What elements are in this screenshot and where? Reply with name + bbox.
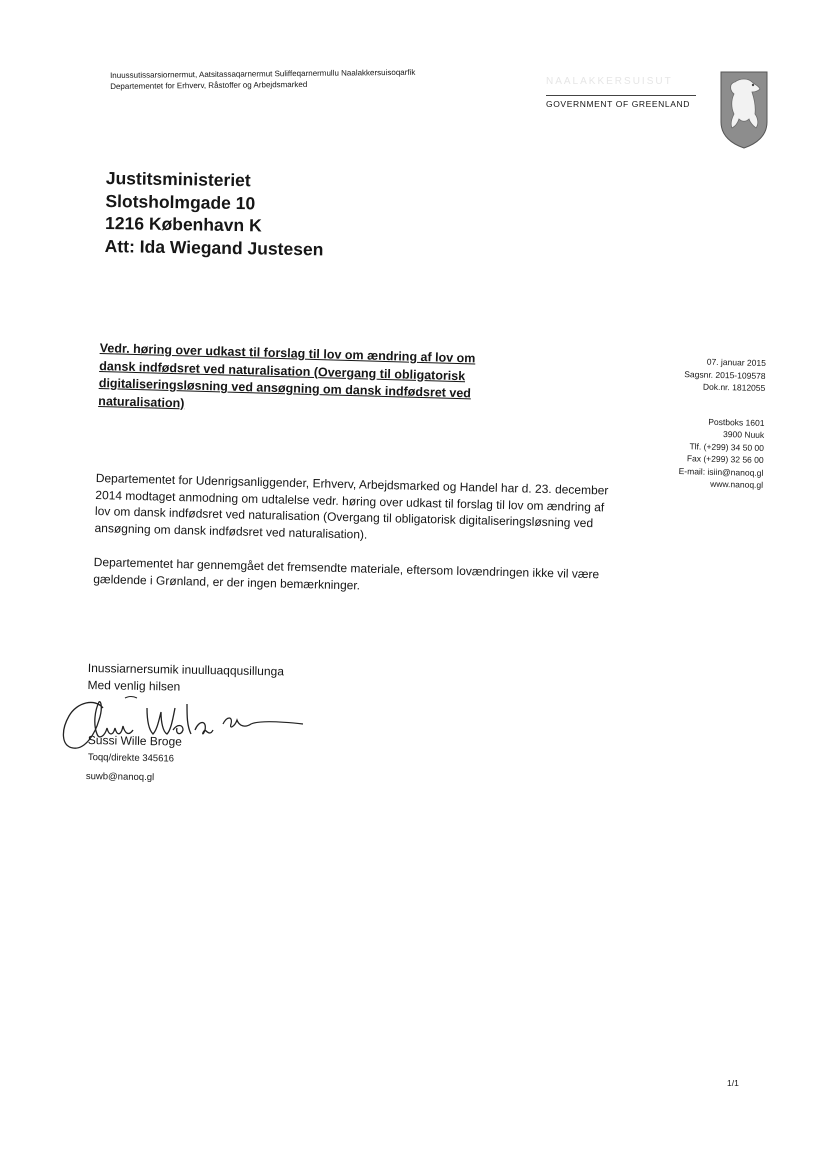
- case-number: Sagsnr. 2015-109578: [684, 368, 766, 381]
- document-number: Dok.nr. 1812055: [702, 381, 766, 393]
- body-paragraph-1: Departementet for Udenrigsanliggender, Erhverv, Arbejdsmarked og Handel har d. 23. december 2014 modtaget anmodning om udtalelse vedr. høring over udkast til forslag til lov om ændring af lov om dansk indfødsret ved naturalisation (Overgang til obligatorisk digitaliseringsløsning ved ansøgning om dansk indfødsret ved naturalisation).: [94, 470, 609, 542]
- website: www.nanoq.gl: [710, 478, 764, 490]
- letter-body: [93, 470, 618, 618]
- recipient-street: Slotsholmgade 10: [105, 190, 256, 213]
- signer-email: suwb@nanoq.gl: [85, 771, 155, 784]
- contact-email: E-mail: isiin@nanoq.gl: [678, 465, 764, 478]
- government-logo-block: [546, 76, 698, 109]
- department-name-greenlandic: Inuussutissarsiornermut, Aatsitassaqarnermut Suliffeqarnermullu Naalakkersuisoqarfik: [110, 67, 416, 80]
- phone-number: Tlf. (+299) 34 50 00: [689, 440, 765, 453]
- logo-divider: [546, 95, 696, 96]
- government-wordmark: GOVERNMENT OF GREENLAND: [546, 99, 690, 109]
- subject-line: Vedr. høring over udkast til forslag til lov om ændring af lov om dansk indfødsret ved naturalisation (Overgang til obligatorisk digitaliseringsløsning ved ansøgning om dansk indfødsret ved naturalisation): [98, 340, 476, 410]
- letter-date: 07. januar 2015: [706, 356, 766, 368]
- postal-city: 3900 Nuuk: [723, 429, 765, 440]
- signer-direct-phone: Toqq/direkte 345616: [87, 752, 175, 765]
- polar-bear-crest-icon: [718, 70, 770, 150]
- recipient-attention: Att: Ida Wiegand Justesen: [104, 235, 324, 259]
- greeting-greenlandic: Inussiarnersumik inuulluaqqusillunga: [87, 660, 285, 679]
- recipient-city: 1216 København K: [104, 212, 262, 236]
- metadata-spacer: [629, 391, 765, 416]
- fax-number: Fax (+299) 32 56 00: [686, 453, 764, 465]
- naalakkersuisut-wordmark: NAALAKKERSUISUT: [546, 76, 673, 87]
- department-name-danish: Departementet for Erhverv, Råstoffer og Arbejdsmarked: [110, 79, 308, 91]
- signer-name: Sussi Wille Broge: [87, 733, 183, 749]
- letter-metadata: [627, 354, 766, 492]
- postbox: Postboks 1601: [708, 416, 765, 428]
- body-paragraph-2: Departementet har gennemgået det fremsendte materiale, eftersom lovændringen ikke vil være gældende i Grønland, er der ingen bemærkninger.: [93, 554, 600, 592]
- recipient-address: [105, 167, 325, 260]
- recipient-name: Justitsministeriet: [105, 167, 251, 191]
- page-number: 1/1: [727, 1078, 739, 1088]
- greeting-danish: Med venlig hilsen: [87, 677, 181, 694]
- department-header: [110, 67, 416, 92]
